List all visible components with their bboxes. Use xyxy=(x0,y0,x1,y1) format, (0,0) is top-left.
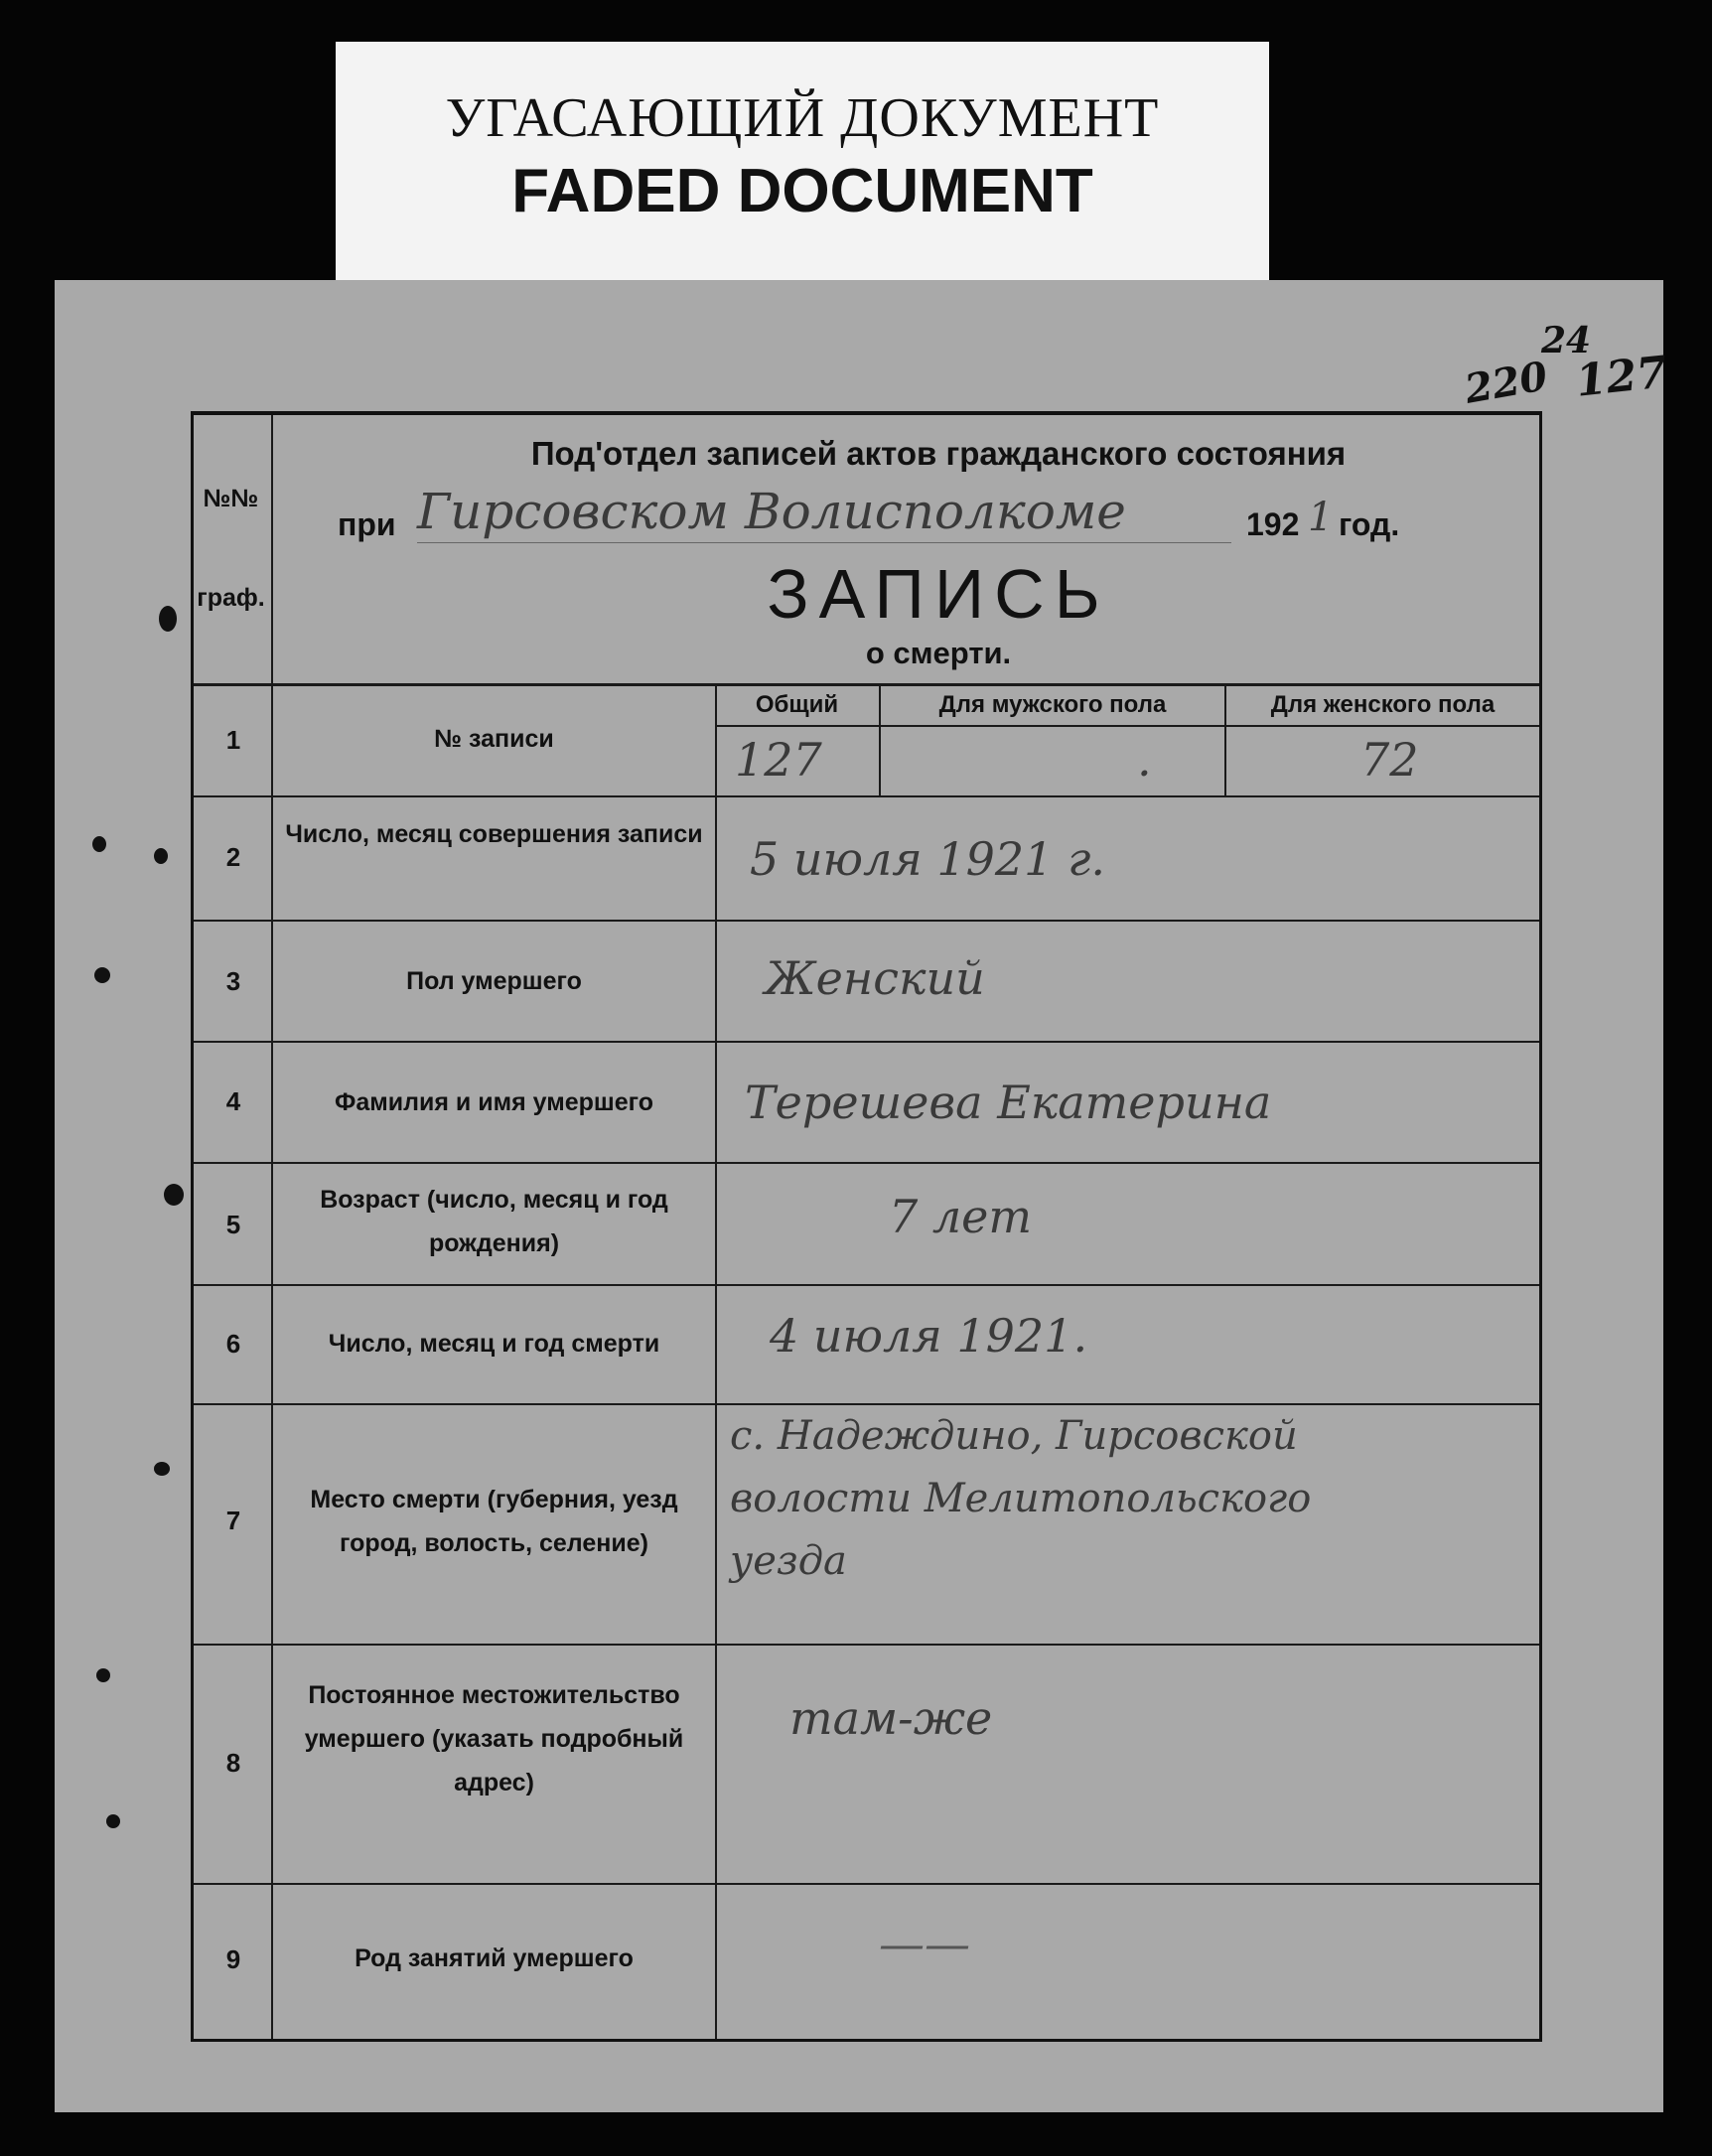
record-title: ЗАПИСЬ xyxy=(767,555,1110,633)
record-subtitle: о смерти. xyxy=(865,636,1012,670)
value-column-divider xyxy=(715,683,717,2039)
faded-document-stamp xyxy=(336,42,1269,285)
stamp-russian: УГАСАЮЩИЙ ДОКУМЕНТ xyxy=(445,87,1160,149)
row-number: 7 xyxy=(225,1506,241,1535)
punch-hole xyxy=(92,836,106,852)
entry-death-place-line-2: волости Мелитопольского xyxy=(730,1476,1312,1521)
row-number: 3 xyxy=(225,966,241,996)
row-label: Возраст (число, месяц и год рождения) xyxy=(320,1186,668,1257)
row-separator xyxy=(194,1162,1539,1164)
row-number: 9 xyxy=(225,1944,241,1974)
entry-death-place-line-1: с. Надеждино, Гирсовской xyxy=(730,1413,1298,1459)
row-label: Фамилия и имя умершего xyxy=(335,1088,653,1116)
row-label: Род занятий умершего xyxy=(355,1944,634,1972)
row-label: Место смерти (губерния, уезд город, волость, селение) xyxy=(310,1486,678,1557)
archive-number-left: 220 xyxy=(1461,353,1551,413)
death-record-sheet xyxy=(55,280,1670,2112)
row-separator xyxy=(194,1883,1539,1885)
row-number: 4 xyxy=(225,1086,241,1116)
entry-occupation: —— xyxy=(879,1917,970,1970)
column-female: Для женского пола xyxy=(1270,691,1496,718)
row-label: № записи xyxy=(434,725,554,753)
punch-hole xyxy=(164,1184,184,1206)
column-number-label: №№ xyxy=(203,485,259,512)
entry-residence: там-же xyxy=(789,1691,993,1745)
entry-name: Терешева Екатерина xyxy=(745,1076,1272,1129)
punch-hole xyxy=(96,1668,110,1682)
office-name-line xyxy=(417,542,1231,543)
row-number: 2 xyxy=(225,842,241,872)
header-column-divider xyxy=(271,415,273,683)
row-number: 6 xyxy=(225,1329,241,1359)
entry-male-number: . xyxy=(1137,733,1152,787)
punch-hole xyxy=(159,606,177,632)
punch-hole xyxy=(106,1814,120,1828)
row-separator xyxy=(194,1403,1539,1405)
year-suffix: год. xyxy=(1339,506,1400,542)
year-prefix: 192 xyxy=(1246,506,1300,542)
entry-general-number: 127 xyxy=(735,733,822,787)
column-graf-label: граф. xyxy=(197,584,265,612)
year-digit-handwritten: 1 xyxy=(1308,495,1334,540)
office-title: Под'отдел записей актов гражданского состояния xyxy=(530,435,1347,472)
row-number: 8 xyxy=(225,1748,241,1778)
pri-label: при xyxy=(338,506,396,542)
column-male: Для мужского пола xyxy=(938,691,1167,718)
entry-death-place-line-3: уезда xyxy=(730,1538,847,1584)
entry-death-date: 4 июля 1921. xyxy=(770,1309,1088,1363)
record-table xyxy=(191,411,1542,2042)
entry-sex: Женский xyxy=(765,951,985,1005)
column-general: Общий xyxy=(755,691,839,718)
row-label: Число, месяц и год смерти xyxy=(328,1330,660,1358)
stamp-english: FADED DOCUMENT xyxy=(511,157,1093,225)
entry-age: 7 лет xyxy=(889,1190,1033,1243)
row-number: 1 xyxy=(225,725,241,755)
entry-female-number: 72 xyxy=(1360,733,1419,787)
row-separator xyxy=(194,795,1539,797)
row-label: Пол умершего xyxy=(406,967,582,995)
row-separator xyxy=(194,1644,1539,1646)
row-label: Постоянное местожительство умершего (указать подробный адрес) xyxy=(304,1681,684,1797)
header-bottom-line xyxy=(194,683,1539,686)
office-name-handwritten: Гирсовском Волисполкоме xyxy=(417,483,1126,540)
archive-number-right: 127 xyxy=(1573,347,1670,407)
row-number: 5 xyxy=(225,1210,241,1239)
row-separator xyxy=(194,920,1539,922)
punch-hole xyxy=(154,1462,170,1476)
row-label: Число, месяц совершения записи xyxy=(285,820,703,848)
row-separator xyxy=(194,1041,1539,1043)
entry-record-date: 5 июля 1921 г. xyxy=(750,832,1105,886)
row-separator xyxy=(194,1284,1539,1286)
punch-hole xyxy=(154,848,168,864)
punch-hole xyxy=(94,967,110,983)
column-header-line xyxy=(715,725,1539,727)
archive-number-top: 24 xyxy=(1541,320,1592,361)
